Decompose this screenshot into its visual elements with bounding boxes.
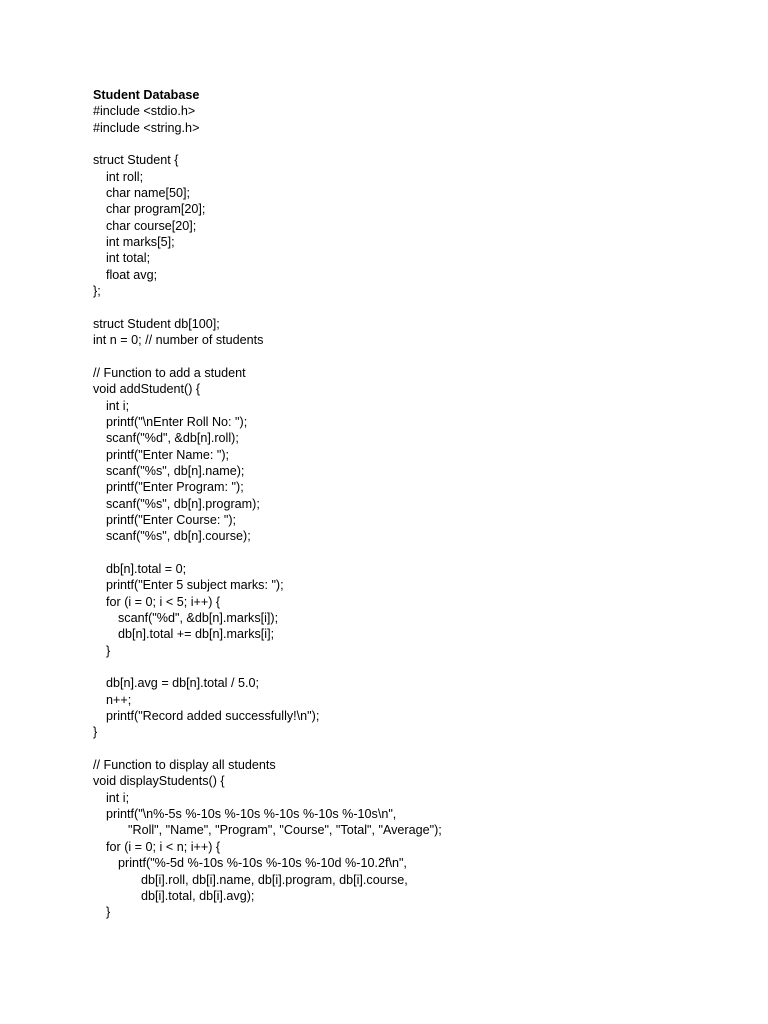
code-line: #include <stdio.h> (93, 104, 196, 119)
code-line: printf("Enter Program: "); (106, 480, 244, 495)
code-line: printf("\n%-5s %-10s %-10s %-10s %-10s %-10s\n", (106, 807, 397, 822)
code-line: void displayStudents() { (93, 774, 225, 789)
code-line: db[n].total = 0; (106, 561, 187, 576)
code-line: float avg; (106, 267, 158, 282)
code-line: }; (93, 284, 101, 299)
code-line: void addStudent() { (93, 382, 201, 397)
code-line: scanf("%d", &db[n].roll); (106, 431, 239, 446)
code-line: printf("Enter Name: "); (106, 447, 230, 462)
code-line: "Roll", "Name", "Program", "Course", "Total", "Average"); (128, 823, 442, 838)
code-line: for (i = 0; i < n; i++) { (106, 839, 221, 854)
code-line: // Function to add a student (93, 365, 246, 380)
code-line: int n = 0; // number of students (93, 333, 264, 348)
code-line: printf("Record added successfully!\n"); (106, 709, 320, 724)
code-line: scanf("%s", db[n].program); (106, 496, 260, 511)
blank-line (93, 299, 733, 315)
code-line: struct Student { (93, 153, 179, 168)
code-line: db[i].roll, db[i].name, db[i].program, db[i].course, (141, 872, 408, 887)
code-line: // Function to display all students (93, 758, 276, 773)
code-line: db[n].total += db[n].marks[i]; (118, 627, 275, 642)
document-title: Student Database (93, 88, 200, 102)
code-line: int total; (106, 251, 151, 266)
code-line: printf("\nEnter Roll No: "); (106, 414, 248, 429)
code-line: char program[20]; (106, 202, 206, 217)
blank-line (93, 349, 733, 365)
document-body (93, 87, 733, 921)
code-line: char course[20]; (106, 218, 197, 233)
code-line: scanf("%d", &db[n].marks[i]); (118, 611, 279, 625)
code-line: int marks[5]; (106, 235, 175, 250)
blank-line (93, 659, 733, 675)
code-line: printf("Enter Course: "); (106, 512, 237, 527)
blank-line (93, 545, 733, 561)
code-line: } (106, 905, 111, 920)
code-line: db[n].avg = db[n].total / 5.0; (106, 676, 259, 691)
code-block (93, 103, 733, 920)
code-line: n++; (106, 692, 132, 707)
code-line: int roll; (106, 169, 144, 184)
code-line: printf("%-5d %-10s %-10s %-10s %-10d %-10.2f\n", (118, 856, 407, 871)
code-line: char name[50]; (106, 186, 191, 201)
code-line: int i; (106, 398, 130, 413)
blank-line (93, 136, 733, 152)
code-line: } (93, 725, 98, 740)
code-line: printf("Enter 5 subject marks: "); (106, 578, 284, 593)
code-line: int i; (106, 790, 130, 805)
code-line: scanf("%s", db[n].name); (106, 463, 245, 478)
code-line: for (i = 0; i < 5; i++) { (106, 594, 221, 609)
code-line: db[i].total, db[i].avg); (141, 888, 255, 903)
blank-line (93, 741, 733, 757)
code-line: scanf("%s", db[n].course); (106, 529, 251, 544)
code-line: struct Student db[100]; (93, 316, 220, 331)
code-line: } (106, 643, 111, 658)
code-line: #include <string.h> (93, 120, 200, 135)
